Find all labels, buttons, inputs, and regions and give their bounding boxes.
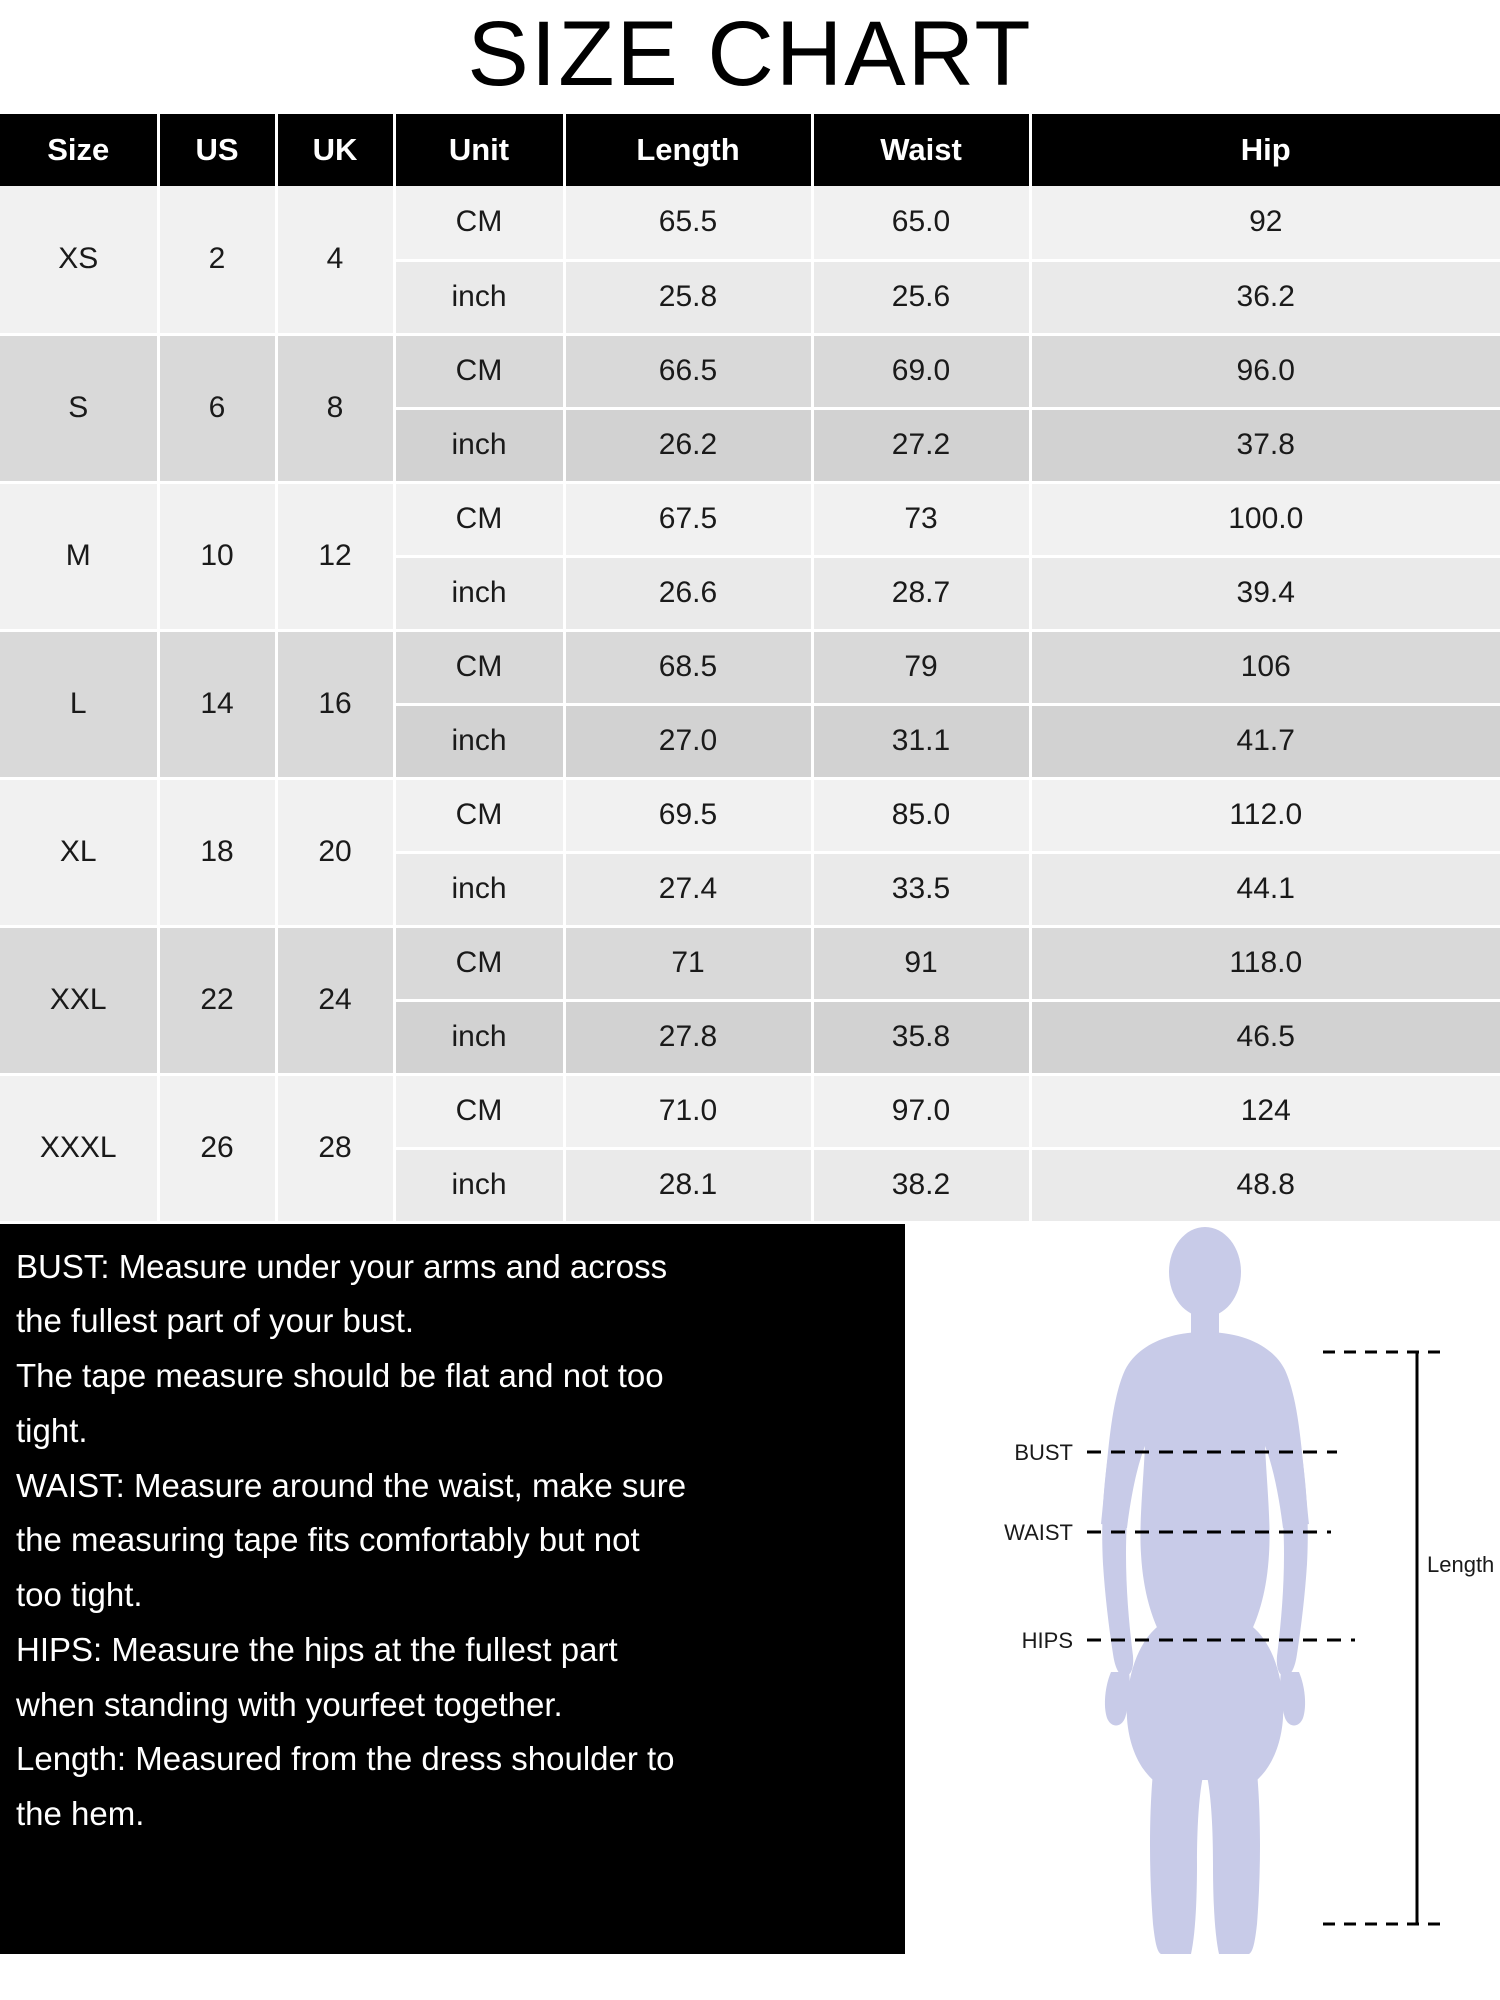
cell-length: 26.6 [564, 556, 812, 630]
cell-us: 6 [158, 334, 276, 482]
cell-size: XS [0, 186, 158, 334]
cell-waist: 33.5 [812, 852, 1030, 926]
cell-waist: 97.0 [812, 1074, 1030, 1148]
cell-uk: 24 [276, 926, 394, 1074]
cell-length: 65.5 [564, 186, 812, 260]
cell-uk: 8 [276, 334, 394, 482]
female-body-figure-icon [905, 1224, 1500, 1954]
column-header-unit: Unit [394, 114, 564, 186]
cell-unit: inch [394, 260, 564, 334]
cell-length: 27.8 [564, 1000, 812, 1074]
cell-hip: 100.0 [1030, 482, 1500, 556]
cell-hip: 41.7 [1030, 704, 1500, 778]
cell-size: L [0, 630, 158, 778]
cell-us: 22 [158, 926, 276, 1074]
cell-length: 66.5 [564, 334, 812, 408]
cell-unit: CM [394, 482, 564, 556]
cell-unit: CM [394, 1074, 564, 1148]
cell-hip: 92 [1030, 186, 1500, 260]
instruction-line: The tape measure should be flat and not too [16, 1357, 664, 1395]
cell-unit: inch [394, 1000, 564, 1074]
cell-length: 71 [564, 926, 812, 1000]
cell-waist: 25.6 [812, 260, 1030, 334]
cell-hip: 46.5 [1030, 1000, 1500, 1074]
cell-uk: 12 [276, 482, 394, 630]
column-header-uk: UK [276, 114, 394, 186]
cell-unit: CM [394, 778, 564, 852]
cell-waist: 38.2 [812, 1148, 1030, 1222]
cell-uk: 16 [276, 630, 394, 778]
table-row [0, 926, 1500, 1000]
cell-size: XXXL [0, 1074, 158, 1222]
column-header-size: Size [0, 114, 158, 186]
cell-unit: inch [394, 704, 564, 778]
instruction-line: the hem. [16, 1795, 145, 1833]
cell-uk: 20 [276, 778, 394, 926]
cell-unit: inch [394, 852, 564, 926]
body-silhouette-icon [1101, 1227, 1309, 1954]
cell-unit: inch [394, 408, 564, 482]
cell-waist: 85.0 [812, 778, 1030, 852]
instruction-line: tight. [16, 1411, 88, 1449]
cell-length: 67.5 [564, 482, 812, 556]
cell-waist: 27.2 [812, 408, 1030, 482]
cell-unit: CM [394, 926, 564, 1000]
table-row [0, 334, 1500, 408]
measurement-instructions [0, 1224, 905, 1954]
cell-unit: CM [394, 334, 564, 408]
cell-hip: 96.0 [1030, 334, 1500, 408]
cell-unit: inch [394, 556, 564, 630]
instruction-line: when standing with yourfeet together. [16, 1685, 563, 1723]
cell-us: 14 [158, 630, 276, 778]
cell-waist: 28.7 [812, 556, 1030, 630]
cell-size: XL [0, 778, 158, 926]
cell-hip: 37.8 [1030, 408, 1500, 482]
cell-hip: 106 [1030, 630, 1500, 704]
size-chart-table [0, 114, 1500, 1224]
table-row [0, 482, 1500, 556]
cell-us: 10 [158, 482, 276, 630]
cell-length: 68.5 [564, 630, 812, 704]
table-row [0, 1074, 1500, 1148]
cell-length: 25.8 [564, 260, 812, 334]
cell-hip: 124 [1030, 1074, 1500, 1148]
hips-label: HIPS [1021, 1627, 1073, 1653]
table-row [0, 630, 1500, 704]
cell-hip: 39.4 [1030, 556, 1500, 630]
cell-unit: CM [394, 186, 564, 260]
cell-hip: 118.0 [1030, 926, 1500, 1000]
cell-unit: inch [394, 1148, 564, 1222]
instruction-line: the measuring tape fits comfortably but not [16, 1521, 640, 1559]
cell-length: 71.0 [564, 1074, 812, 1148]
cell-size: M [0, 482, 158, 630]
page-title: SIZE CHART [467, 3, 1033, 105]
cell-unit: CM [394, 630, 564, 704]
body-measurement-diagram [905, 1224, 1500, 1954]
cell-waist: 35.8 [812, 1000, 1030, 1074]
instruction-line: Length: Measured from the dress shoulder to [16, 1740, 675, 1778]
instruction-line: too tight. [16, 1576, 143, 1614]
cell-hip: 48.8 [1030, 1148, 1500, 1222]
length-label: Length [1427, 1551, 1495, 1577]
column-header-us: US [158, 114, 276, 186]
cell-waist: 79 [812, 630, 1030, 704]
cell-uk: 4 [276, 186, 394, 334]
column-header-hip: Hip [1030, 114, 1500, 186]
cell-length: 26.2 [564, 408, 812, 482]
cell-waist: 31.1 [812, 704, 1030, 778]
instruction-line: WAIST: Measure around the waist, make sure [16, 1466, 687, 1504]
cell-waist: 65.0 [812, 186, 1030, 260]
cell-hip: 36.2 [1030, 260, 1500, 334]
cell-length: 28.1 [564, 1148, 812, 1222]
cell-size: XXL [0, 926, 158, 1074]
table-row [0, 186, 1500, 260]
cell-size: S [0, 334, 158, 482]
cell-length: 27.4 [564, 852, 812, 926]
cell-us: 2 [158, 186, 276, 334]
cell-waist: 73 [812, 482, 1030, 556]
cell-uk: 28 [276, 1074, 394, 1222]
bottom-section [0, 1224, 1500, 1954]
cell-length: 69.5 [564, 778, 812, 852]
instruction-line: BUST: Measure under your arms and across [16, 1247, 668, 1285]
instruction-line: HIPS: Measure the hips at the fullest part [16, 1630, 618, 1668]
cell-hip: 44.1 [1030, 852, 1500, 926]
bust-label: BUST [1014, 1439, 1073, 1465]
waist-label: WAIST [1004, 1519, 1073, 1545]
table-header-row [0, 114, 1500, 186]
cell-us: 26 [158, 1074, 276, 1222]
column-header-length: Length [564, 114, 812, 186]
cell-us: 18 [158, 778, 276, 926]
cell-length: 27.0 [564, 704, 812, 778]
table-row [0, 778, 1500, 852]
cell-waist: 69.0 [812, 334, 1030, 408]
cell-hip: 112.0 [1030, 778, 1500, 852]
cell-waist: 91 [812, 926, 1030, 1000]
column-header-waist: Waist [812, 114, 1030, 186]
instruction-line: the fullest part of your bust. [16, 1302, 415, 1340]
